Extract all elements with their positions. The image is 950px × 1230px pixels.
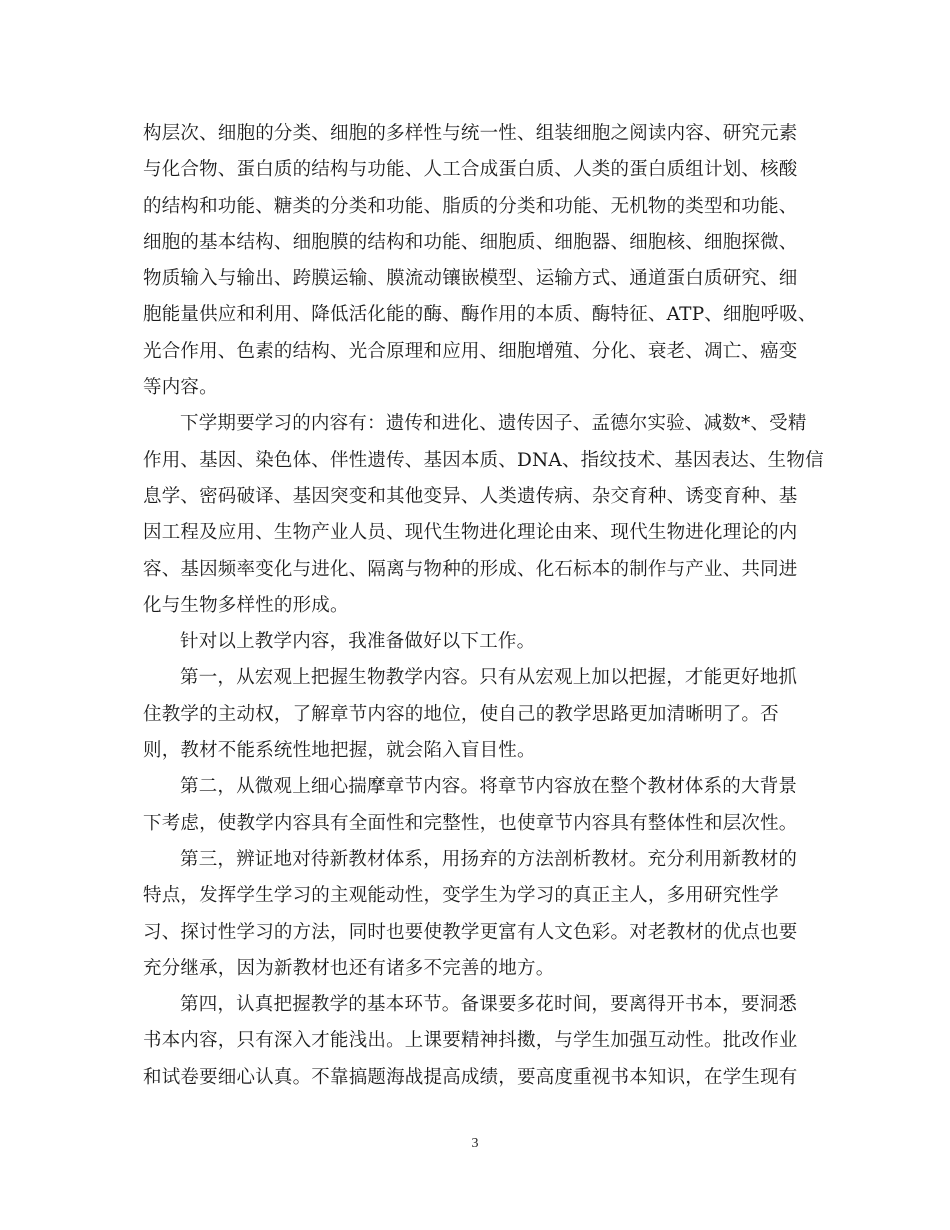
document-body	[143, 116, 824, 1096]
text-line: 容、基因频率变化与进化、隔离与物种的形成、化石标本的制作与产业、共同进	[143, 558, 798, 580]
text-line: 住教学的主动权，了解章节内容的地位，使自己的教学思路更加清晰明了。否	[143, 703, 779, 725]
page-number: 3	[471, 1136, 479, 1151]
text-line: 书本内容，只有深入才能浅出。上课要精神抖擞，与学生加强互动性。批改作业	[143, 1030, 798, 1052]
text-line: 细胞的基本结构、细胞膜的结构和功能、细胞质、细胞器、细胞核、细胞探微、	[143, 231, 798, 253]
text-line: 和试卷要细心认真。不靠搞题海战提高成绩，要高度重视书本知识，在学生现有	[143, 1066, 798, 1088]
text-line: 作用、基因、染色体、伴性遗传、基因本质、DNA、指纹技术、基因表达、生物信	[143, 449, 824, 471]
paragraph-first-line: 第一，从宏观上把握生物教学内容。只有从宏观上加以把握，才能更好地抓	[180, 667, 798, 689]
text-line: 的结构和功能、糖类的分类和功能、脂质的分类和功能、无机物的类型和功能、	[143, 195, 798, 217]
text-line: 物质输入与输出、跨膜运输、膜流动镶嵌模型、运输方式、通道蛋白质研究、细	[143, 268, 798, 290]
paragraph-first-line: 第四，认真把握教学的基本环节。备课要多花时间，要离得开书本，要洞悉	[180, 994, 798, 1016]
text-line: 胞能量供应和利用、降低活化能的酶、酶作用的本质、酶特征、ATP、细胞呼吸、	[143, 304, 817, 326]
text-line: 习、探讨性学习的方法，同时也要使教学更富有人文色彩。对老教材的优点也要	[143, 921, 798, 943]
text-line: 化与生物多样性的形成。	[143, 594, 349, 616]
paragraph-first-line: 下学期要学习的内容有：遗传和进化、遗传因子、孟德尔实验、减数*、受精	[180, 413, 807, 435]
text-line: 则，教材不能系统性地把握，就会陷入盲目性。	[143, 740, 536, 762]
text-line: 构层次、细胞的分类、细胞的多样性与统一性、组装细胞之阅读内容、研究元素	[143, 123, 798, 144]
paragraph-first-line: 第三，辨证地对待新教材体系，用扬弃的方法剖析教材。充分利用新教材的	[180, 848, 798, 870]
text-line: 光合作用、色素的结构、光合原理和应用、细胞增殖、分化、衰老、凋亡、癌变	[143, 340, 798, 362]
text-line: 息学、密码破译、基因突变和其他变异、人类遗传病、杂交育种、诱变育种、基	[143, 485, 798, 507]
text-line: 下考虑，使教学内容具有全面性和完整性，也使章节内容具有整体性和层次性。	[143, 812, 798, 834]
text-line: 与化合物、蛋白质的结构与功能、人工合成蛋白质、人类的蛋白质组计划、核酸	[143, 159, 798, 181]
text-line: 充分继承，因为新教材也还有诸多不完善的地方。	[143, 957, 555, 979]
text-line: 特点，发挥学生学习的主观能动性，变学生为学习的真正主人，多用研究性学	[143, 885, 779, 907]
paragraph-first-line: 第二，从微观上细心揣摩章节内容。将章节内容放在整个教材体系的大背景	[180, 776, 798, 798]
text-line: 等内容。	[143, 377, 218, 399]
text-line: 因工程及应用、生物产业人员、现代生物进化理论由来、现代生物进化理论的内	[143, 522, 798, 544]
paragraph-first-line: 针对以上教学内容，我准备做好以下工作。	[180, 631, 536, 653]
